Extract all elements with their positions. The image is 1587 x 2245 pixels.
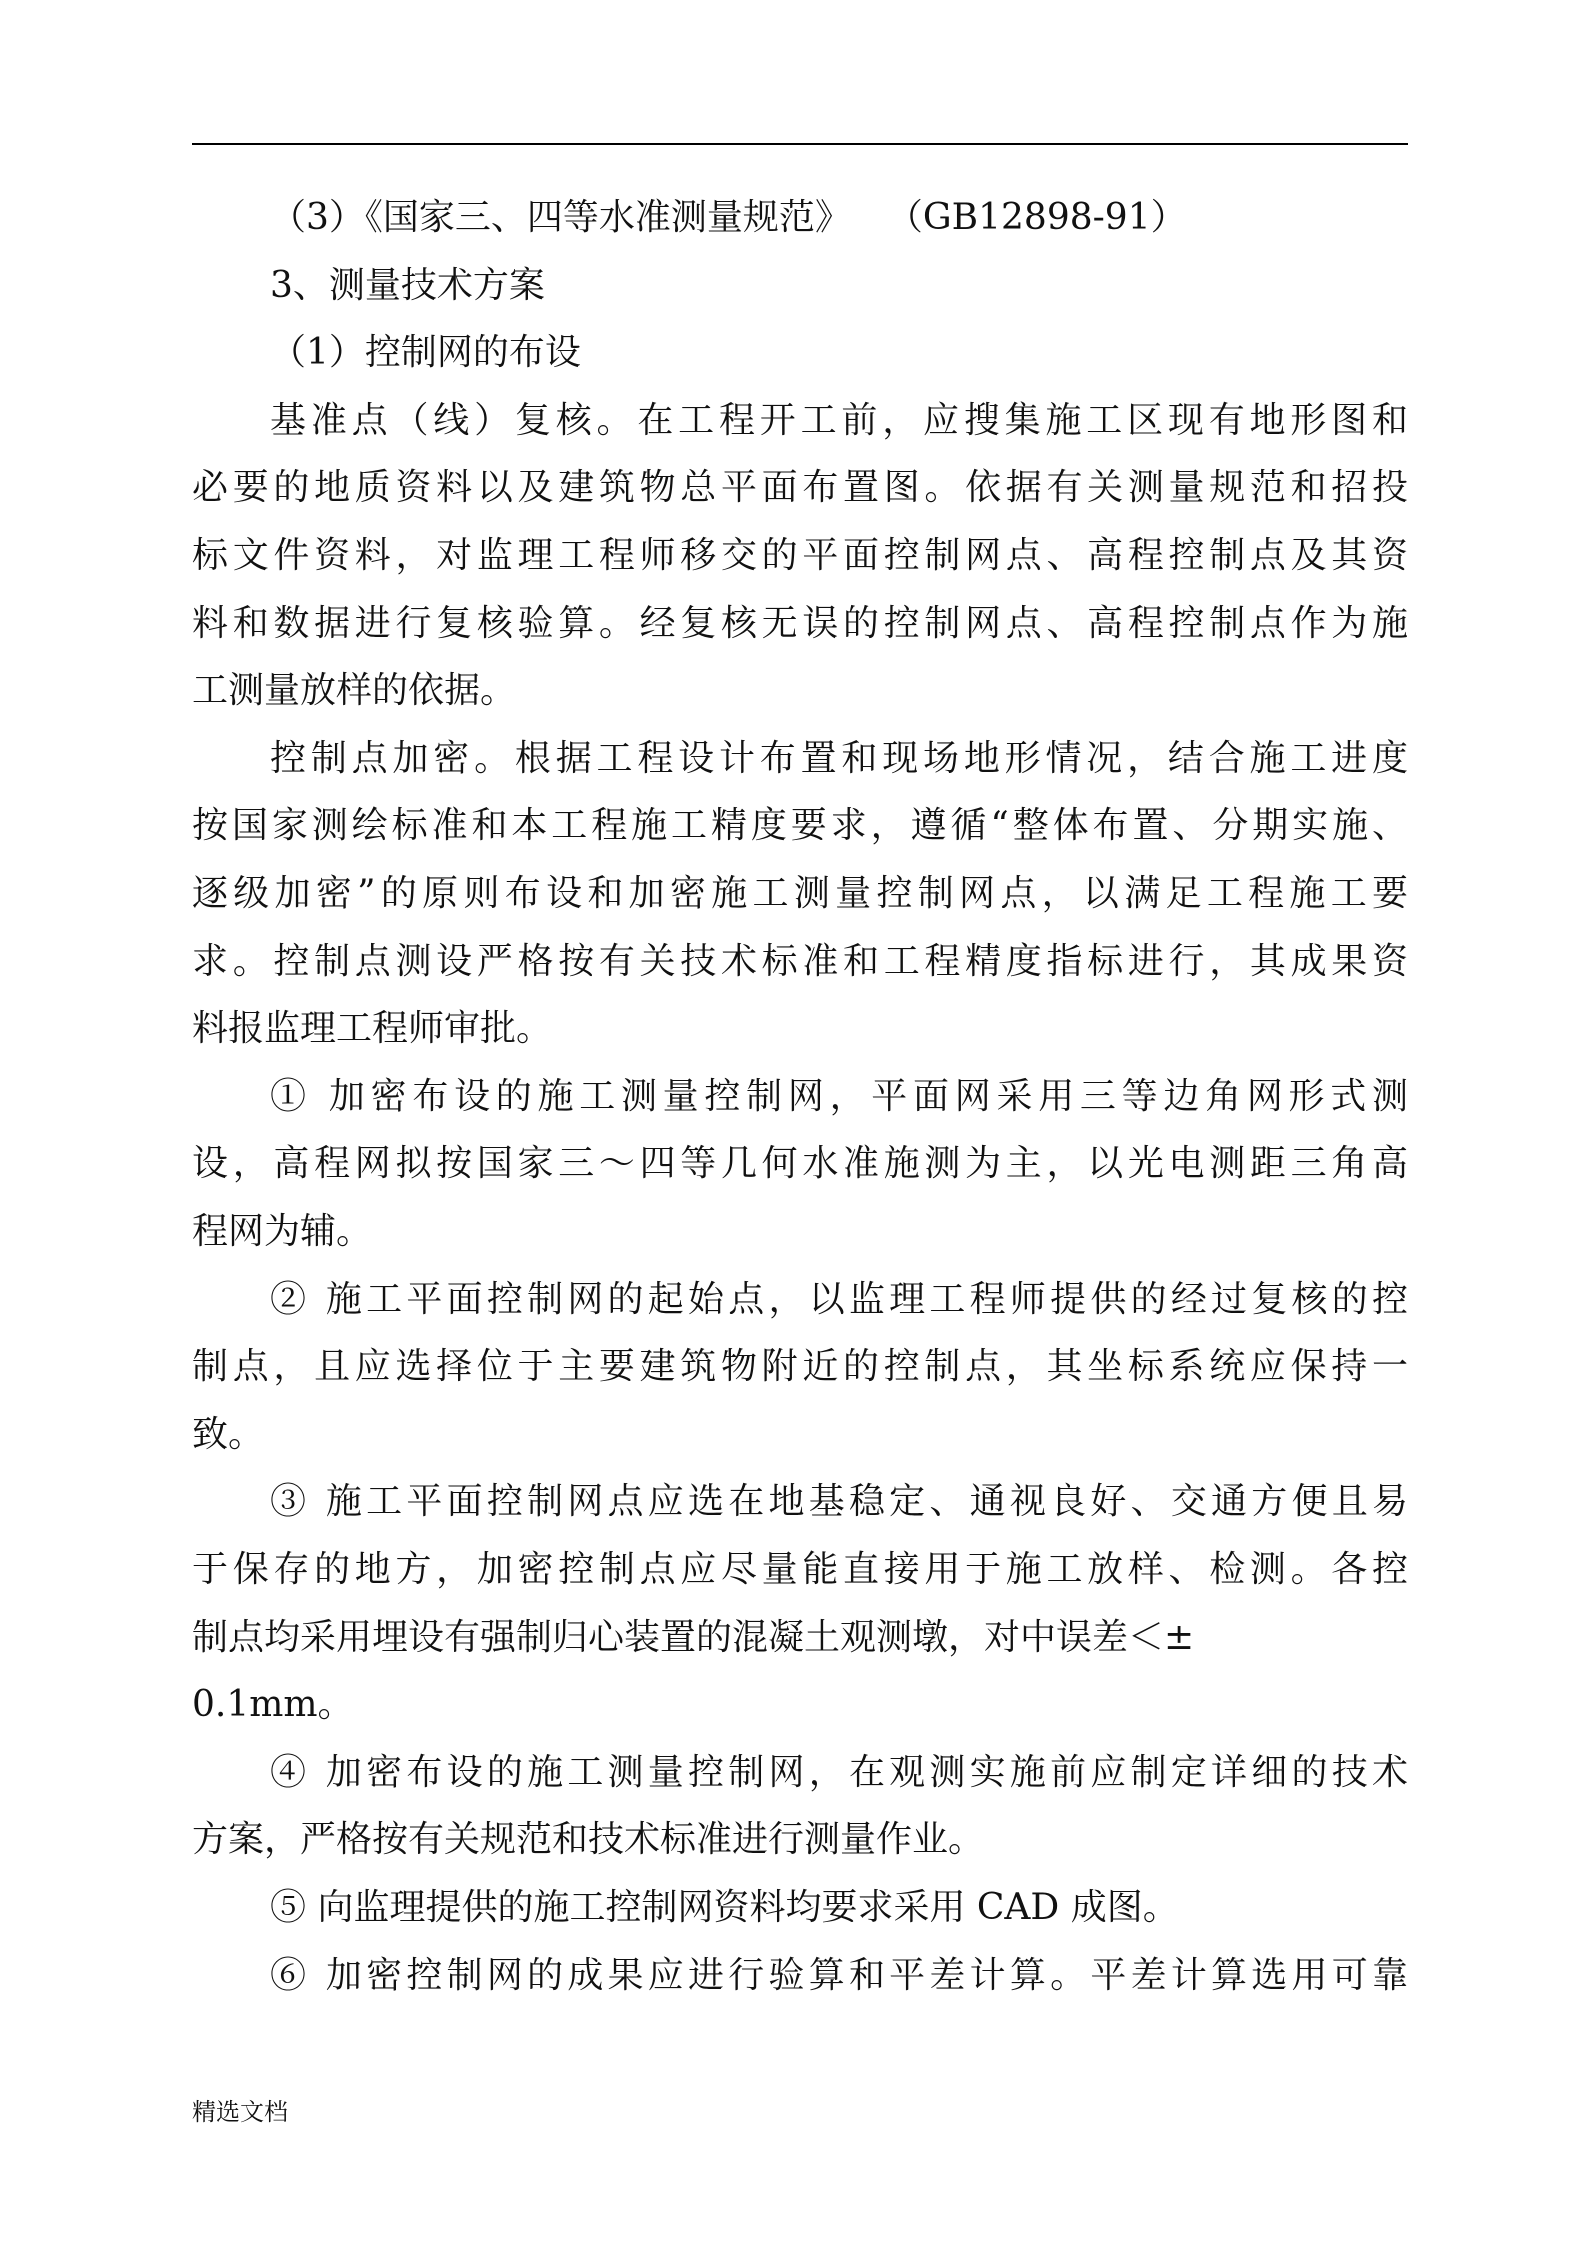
text-line: 工测量放样的依据。 bbox=[192, 670, 517, 711]
text-line: 致。 bbox=[192, 1414, 265, 1455]
text-line: 制点均采用埋设有强制归心装置的混凝土观测墩，对中误差＜± bbox=[192, 1617, 1195, 1658]
text-line: 基准点（线）复核。在工程开工前，应搜集施工区现有地形图和 bbox=[270, 400, 1408, 441]
header-rule bbox=[192, 143, 1408, 145]
text-line: 标文件资料，对监理工程师移交的平面控制网点、高程控制点及其资 bbox=[192, 535, 1408, 576]
text-line: 方案，严格按有关规范和技术标准进行测量作业。 bbox=[192, 1819, 985, 1860]
text-line: 料和数据进行复核验算。经复核无误的控制网点、高程控制点作为施 bbox=[192, 603, 1408, 644]
text-line: 设，高程网拟按国家三～四等几何水准施测为主，以光电测距三角高 bbox=[192, 1143, 1408, 1184]
text-line: ① 加密布设的施工测量控制网，平面网采用三等边角网形式测 bbox=[270, 1076, 1408, 1117]
text-line: 必要的地质资料以及建筑物总平面布置图。依据有关测量规范和招投 bbox=[192, 467, 1408, 508]
text-line: ⑤ 向监理提供的施工控制网资料均要求采用 CAD 成图。 bbox=[270, 1887, 1179, 1928]
text-line: ⑥ 加密控制网的成果应进行验算和平差计算。平差计算选用可靠 bbox=[270, 1955, 1408, 1996]
text-line: 程网为辅。 bbox=[192, 1211, 373, 1252]
text-line: 制点，且应选择位于主要建筑物附近的控制点，其坐标系统应保持一 bbox=[192, 1346, 1408, 1387]
text-line: （1）控制网的布设 bbox=[270, 332, 581, 373]
page-footer: 精选文档 bbox=[192, 2098, 288, 2126]
text-line: 按国家测绘标准和本工程施工精度要求，遵循“整体布置、分期实施、 bbox=[192, 805, 1408, 846]
text-line: 料报监理工程师审批。 bbox=[192, 1008, 553, 1049]
text-line: 求。控制点测设严格按有关技术标准和工程精度指标进行，其成果资 bbox=[192, 941, 1408, 982]
text-line: 逐级加密”的原则布设和加密施工测量控制网点，以满足工程施工要 bbox=[192, 873, 1408, 914]
text-line: 控制点加密。根据工程设计布置和现场地形情况，结合施工进度 bbox=[270, 738, 1408, 779]
text-line: 0.1mm。 bbox=[192, 1684, 354, 1725]
text-line: （3）《国家三、四等水准测量规范》 （GB12898-91） bbox=[270, 197, 1187, 238]
text-line: ③ 施工平面控制网点应选在地基稳定、通视良好、交通方便且易 bbox=[270, 1481, 1408, 1522]
text-line: ④ 加密布设的施工测量控制网，在观测实施前应制定详细的技术 bbox=[270, 1752, 1408, 1793]
text-line: 于保存的地方，加密控制点应尽量能直接用于施工放样、检测。各控 bbox=[192, 1549, 1408, 1590]
text-line: ② 施工平面控制网的起始点，以监理工程师提供的经过复核的控 bbox=[270, 1279, 1408, 1320]
text-line: 3、测量技术方案 bbox=[270, 265, 545, 306]
